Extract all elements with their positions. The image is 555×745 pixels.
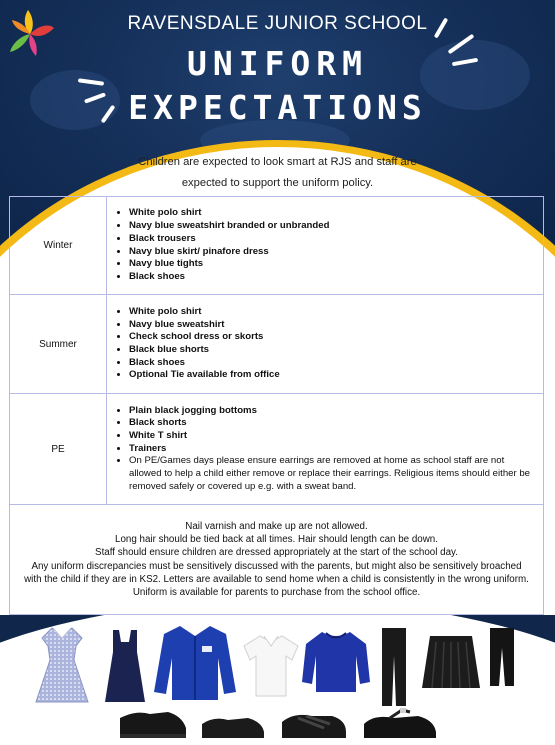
white-polo-shirt-icon (240, 632, 302, 698)
pe-note: • On PE/Games days please ensure earrings are removed at home as school staff are not allowed to help a child either remove or replace their earrings. Religious items should either be removed safely or covered up e.g. with a sweat band. (129, 455, 533, 493)
school-name: RAVENSDALE JUNIOR SCHOOL (127, 13, 428, 34)
season-label: PE (10, 394, 107, 505)
table-row (10, 394, 544, 505)
table-row (10, 197, 544, 295)
mary-jane-shoe-icon (360, 706, 440, 742)
check-dress-icon (34, 626, 90, 704)
item-list (107, 197, 544, 295)
list-item: • Plain black jogging bottoms (129, 405, 533, 418)
item-list (107, 394, 544, 505)
title-uniform: UNIFORM (186, 44, 369, 83)
general-notes: Nail varnish and make up are not allowed. Long hair should be tied back at all times. Hair should length can be down. Staff should ensure children are dressed appropriately at the start of the school day. Any uniform discrepancies must be sensitively discussed with the parents, but might also be sensitively broached with the child if they are in KS2. Letters are available to send home when a child is consistently in the wrong uniform. Uniform is available for parents to purchase from the school office. (10, 505, 544, 615)
black-jogging-bottoms-icon (488, 626, 516, 688)
royal-blue-cardigan-icon (152, 622, 238, 704)
velcro-shoe-icon (278, 708, 350, 742)
list-item: • Check school dress or skorts (129, 331, 533, 344)
black-trainer-icon (116, 706, 190, 742)
season-label: Summer (10, 295, 107, 394)
list-item: • White polo shirt (129, 207, 533, 220)
list-item: • Black shoes (129, 271, 533, 284)
black-trousers-icon (380, 626, 408, 708)
list-item: • Black trousers (129, 233, 533, 246)
list-item: • Trainers (129, 443, 533, 456)
list-item: • Optional Tie available from office (129, 369, 533, 382)
season-label: Winter (10, 197, 107, 295)
black-shoe-icon (198, 710, 268, 742)
uniform-photos (0, 620, 555, 745)
list-item: • White polo shirt (129, 306, 533, 319)
pleated-skirt-icon (420, 634, 482, 690)
list-item: • Navy blue skirt/ pinafore dress (129, 246, 533, 259)
list-item: • Black shoes (129, 357, 533, 370)
title-expectations: EXPECTATIONS (128, 88, 427, 127)
list-item: • Navy blue tights (129, 258, 533, 271)
uniform-table (9, 196, 544, 615)
list-item: • Black blue shorts (129, 344, 533, 357)
item-list (107, 295, 544, 394)
intro-text: Children are expected to look smart at RJS and staff are expected to support the uniform policy. (138, 156, 417, 189)
list-item: • Navy blue sweatshirt branded or unbranded (129, 220, 533, 233)
table-row (10, 505, 544, 615)
table-row (10, 295, 544, 394)
pinafore-dress-icon (103, 628, 147, 704)
list-item: • Black shorts (129, 417, 533, 430)
list-item: • White T shirt (129, 430, 533, 443)
navy-sweatshirt-icon (300, 628, 372, 696)
list-item: • Navy blue sweatshirt (129, 319, 533, 332)
